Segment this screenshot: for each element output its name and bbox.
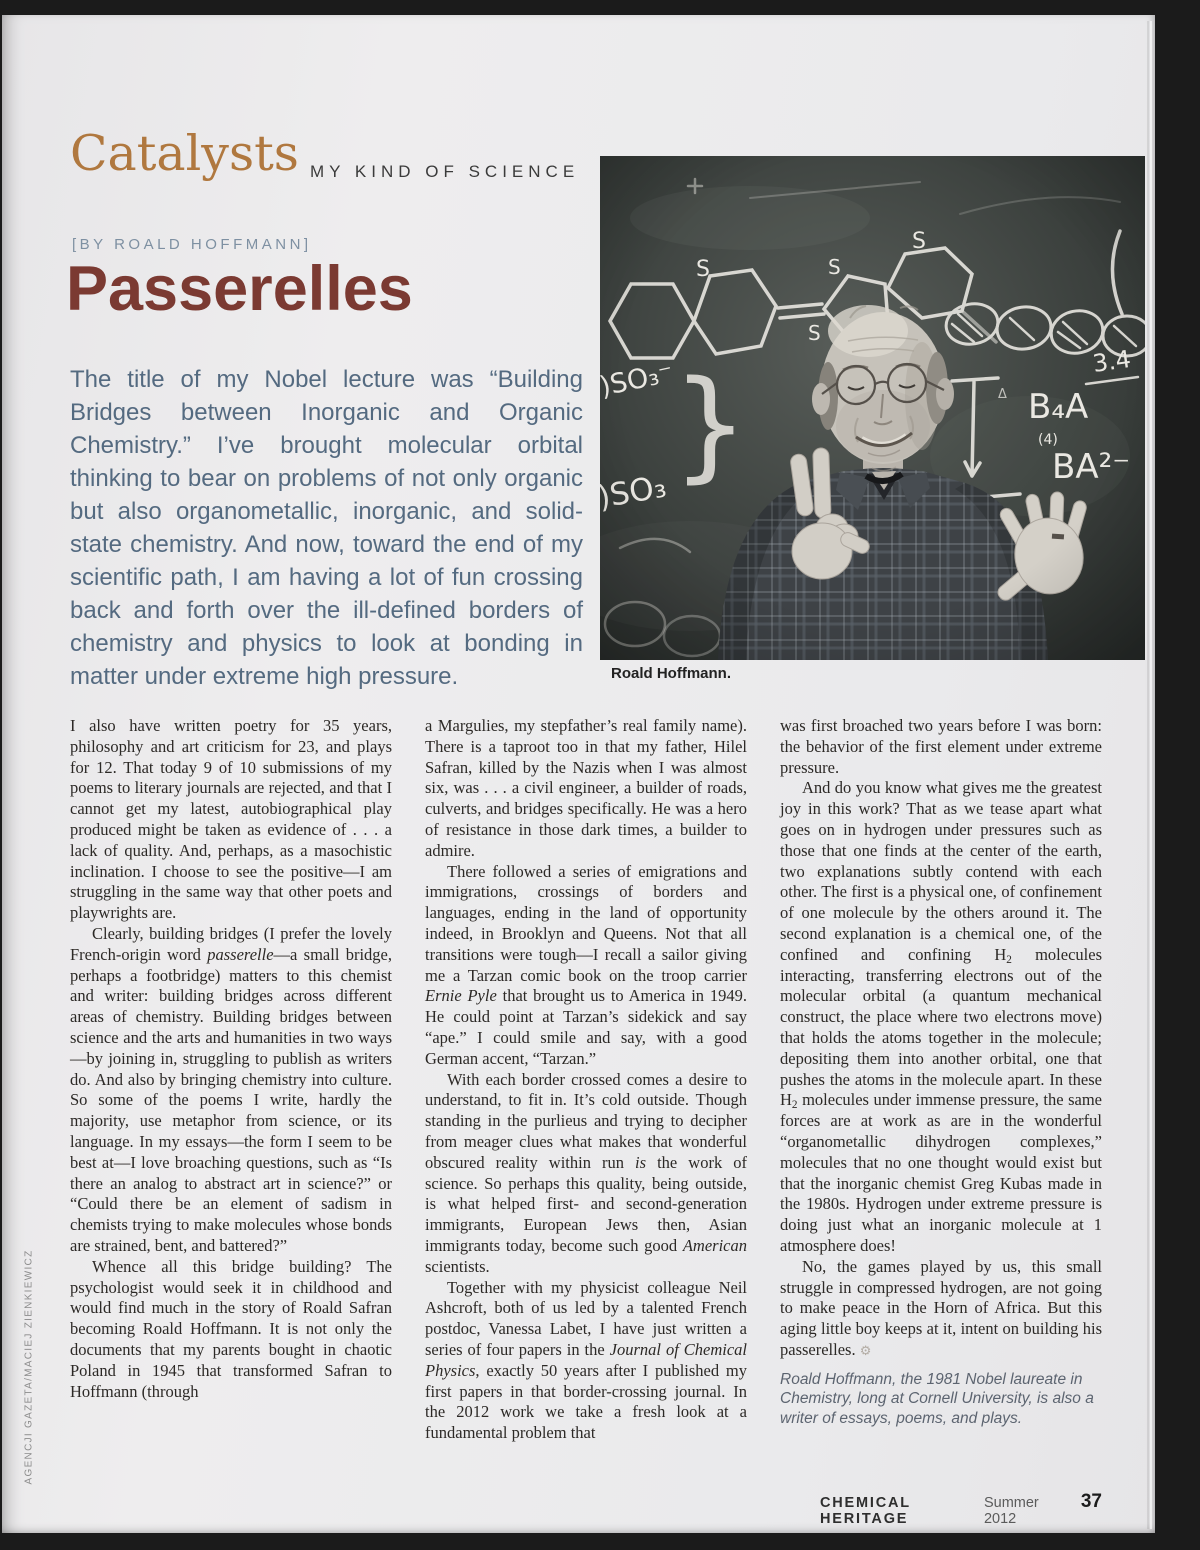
article-paragraph: a Margulies, my stepfather’s real family name). There is a taproot too in that my father, Hilel Safran, killed by the Nazis when I was almost six, was . . . a civil engineer, a builder of roads, culverts, and bridges specifically. He was a hero of resistance in those dark times, a builder to admire. [425, 716, 747, 860]
section-kicker: Catalysts [70, 125, 299, 182]
article-paragraph: was first broached two years before I was born: the behavior of the first element under extreme pressure. [780, 716, 1102, 777]
end-of-article-icon: ⚙ [855, 1343, 872, 1359]
article-column-2 [425, 716, 747, 1444]
article-column-1 [70, 716, 392, 1444]
article-paragraph: Whence all this bridge building? The psychologist would seek it in childhood and would find much in the story of Roald Safran becoming Roald Hoffmann. It is not only the documents that my parents bought in chaotic Poland in 1945 that transformed Safran to Hoffmann (through [70, 1256, 392, 1401]
lead-paragraph: The title of my Nobel lecture was “Building Bridges between Inorganic and Organic Chemistry.” I’ve brought molecular orbital thinking to bear on problems of not only organic but also organometallic, inorganic, and solid-state chemistry. And now, toward the end of my scientific path, I am having a lot of fun crossing back and forth over the ill-defined borders of chemistry and physics to look at bonding in matter under extreme high pressure. [70, 366, 583, 690]
magazine-page [2, 15, 1155, 1533]
photo-credit-vertical: AGENCJI GAZETA/MACIEJ ZIENKIEWICZ [23, 1249, 35, 1485]
article-column-3 [780, 716, 1102, 1444]
author-bio: Roald Hoffmann, the 1981 Nobel laureate in Chemistry, long at Cornell University, is also a writer of essays, poems, and plays. [780, 1370, 1094, 1427]
article-paragraph: I also have written poetry for 35 years, philosophy and art criticism for 23, and plays for 12. That today 9 of 10 submissions of my poems to literary journals are rejected, and that I cannot get my latest, autobiographical play produced might be taken as evidence of . . . a lack of quality. And, perhaps, as a masochistic inclination. I choose to see the positive—I am struggling in the same way that other poets and playwrights are. [70, 716, 392, 923]
author-byline: [BY ROALD HOFFMANN] [72, 236, 312, 253]
magazine-name: CHEMICAL HERITAGE [820, 1495, 911, 1527]
article-title: Passerelles [66, 254, 413, 324]
photo-caption: Roald Hoffmann. [611, 665, 731, 682]
section-tagline: MY KIND OF SCIENCE [310, 162, 580, 181]
portrait-photo [600, 156, 1145, 660]
article-paragraph: With each border crossed comes a desire to understand, to fit in. It’s cold outside. Though standing in the purlieus and trying to decipher from meager clues what makes that wonderful obscured reality within run is the work of science. So perhaps this quality, being outside, is what helped first- and second-generation immigrants, European Jews then, Asian immigrants today, become such good American scientists. [425, 1069, 747, 1276]
photo-vignette [600, 156, 1145, 660]
issue-label: Summer 2012 [983, 1495, 1039, 1527]
article-paragraph: Clearly, building bridges (I prefer the lovely French-origin word passerelle—a small bridge, perhaps a footbridge) matters to this chemist and writer: building bridges across different areas of chemistry. Building bridges between science and the arts and humanities in two ways—by joining in, struggling to publish as writers do. And also by bringing chemistry into culture. So some of the poems I write, hardly the majority, use metaphor from science, or its language. In my essays—the form I seem to be best at—I love broaching questions, such as “Is there an analog to abstract art in science?” or “Could there be an element of sadism in chemists trying to make molecules whose bonds are strained, bent, and battered?” [70, 923, 392, 1255]
page-footer [820, 1491, 1102, 1527]
article-paragraph: And do you know what gives me the greatest joy in this work? That as we tease apart what goes on in hydrogen under pressures such as those that one finds at the center of the earth, two explanations subtly contend with each other. The first is a physical one, of confinement of one molecule by the others around it. The second explanation is a chemical one, of the confined and confining $H_2$ molecules interacting, transferring electrons out of the molecular orbital (a quantum mechanical construct, the place where two electrons move) that holds the atoms together in the molecule; depositing them into another orbital, one that pushes the atoms in the molecule apart. In these $H_2$ molecules under immense pressure, the same forces are at work as are in the wonderful “organometallic dihydrogen complexes,” molecules that no one thought would exist but that the inorganic chemist Greg Kubas made in the 1980s. Hydrogen under extreme pressure is doing just what an inorganic molecule at 1 atmosphere does! [780, 778, 1102, 1255]
article-paragraph: Together with my physicist colleague Neil Ashcroft, both of us led by a talented French postdoc, Vanessa Labet, I have just written a series of four papers in the Journal of Chemical Physics, exactly 50 years after I published my first papers in that border-crossing journal. In the 2012 work we take a fresh look at a fundamental problem that [425, 1277, 748, 1443]
article-paragraph: No, the games played by us, this small struggle in compressed hydrogen, are not going to make peace in the Horn of Africa. But this aging little boy keeps at it, intent on building his passerelles. ⚙ [780, 1256, 1102, 1359]
article-body [70, 716, 1102, 1444]
page-number: 37 [1080, 1491, 1102, 1512]
article-paragraph: There followed a series of emigrations and immigrations, crossings of borders and languages, ending in the land of opportunity indeed, in Brooklyn and Queens. Not that all transitions were tough—I recall a sailor giving me a Tarzan comic book on the troop carrier Ernie Pyle that brought us to America in 1949. He could point at Tarzan’s sidekick and say “ape.” I could smile and say, with a good German accent, “Tarzan.” [425, 861, 747, 1068]
